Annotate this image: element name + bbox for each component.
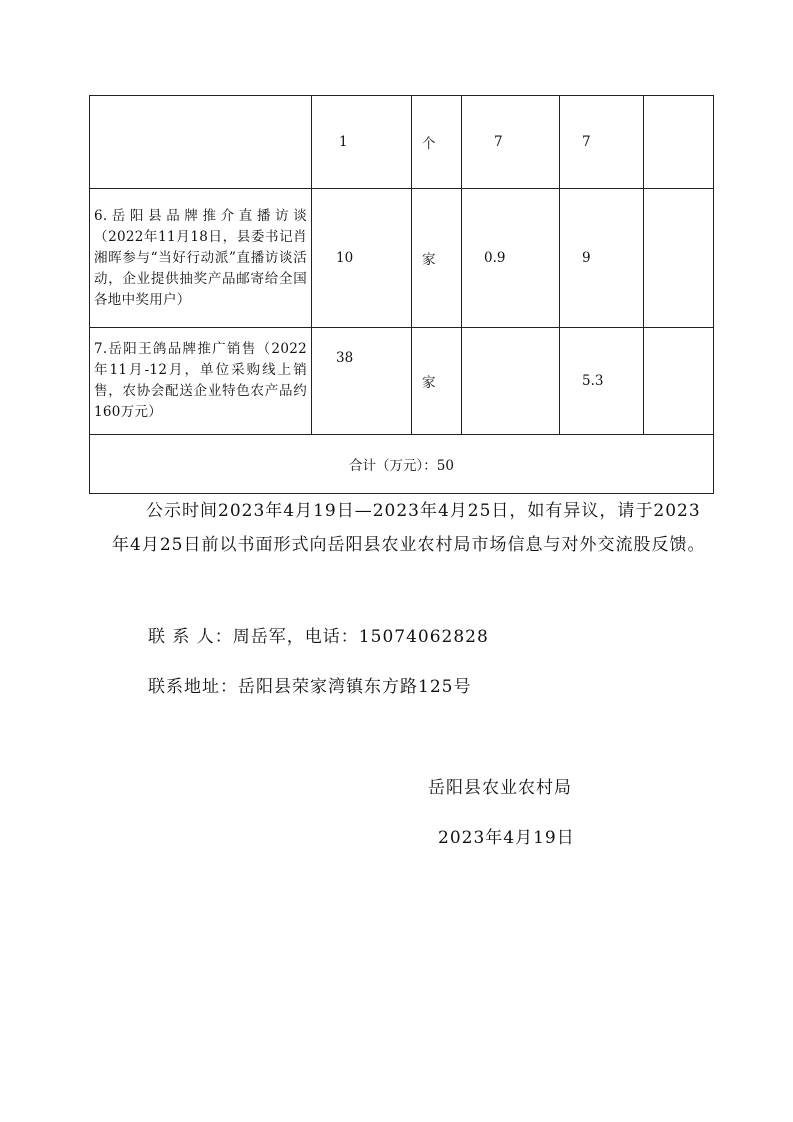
table-row (90, 189, 714, 328)
value-b-cell: 9 (560, 189, 644, 328)
value-b-cell: 7 (560, 96, 644, 189)
total-cell: 合计（万元）：50 (90, 435, 714, 494)
quantity-cell: 38 (312, 328, 412, 435)
quantity-cell: 1 (312, 96, 412, 189)
quantity-cell: 10 (312, 189, 412, 328)
contact-person: 联 系 人：周岳军，电话：15074062828 (148, 627, 489, 647)
value-a-cell: 0.9 (462, 189, 560, 328)
contact-address: 联系地址：岳阳县荣家湾镇东方路125号 (148, 677, 472, 697)
item-cell (90, 96, 312, 189)
table-row (90, 96, 714, 189)
signature-organization: 岳阳县农业农村局 (428, 778, 572, 798)
value-b-cell: 5.3 (560, 328, 644, 435)
note-cell (644, 96, 714, 189)
notice-paragraph: 公示时间2023年4月19日—2023年4月25日，如有异议，请于2023年4月25日前以书面形式向岳阳县农业农村局市场信息与对外交流股反馈。 (112, 501, 706, 555)
item-cell: 7.岳阳王鸽品牌推广销售（2022年11月-12月，单位采购线上销售，农协会配送企业特色农产品约160万元） (90, 328, 312, 435)
note-cell (644, 328, 714, 435)
item-cell: 6.岳阳县品牌推介直播访谈（2022年11月18日，县委书记肖湘晖参与“当好行动派”直播访谈活动，企业提供抽奖产品邮寄给全国各地中奖用户） (90, 189, 312, 328)
signature-date: 2023年4月19日 (438, 828, 575, 848)
value-a-cell: 7 (462, 96, 560, 189)
unit-cell: 家 (412, 328, 462, 435)
items-table (89, 95, 714, 494)
table-total-row (90, 435, 714, 494)
note-cell (644, 189, 714, 328)
value-a-cell (462, 328, 560, 435)
unit-cell: 个 (412, 96, 462, 189)
table-row (90, 328, 714, 435)
unit-cell: 家 (412, 189, 462, 328)
